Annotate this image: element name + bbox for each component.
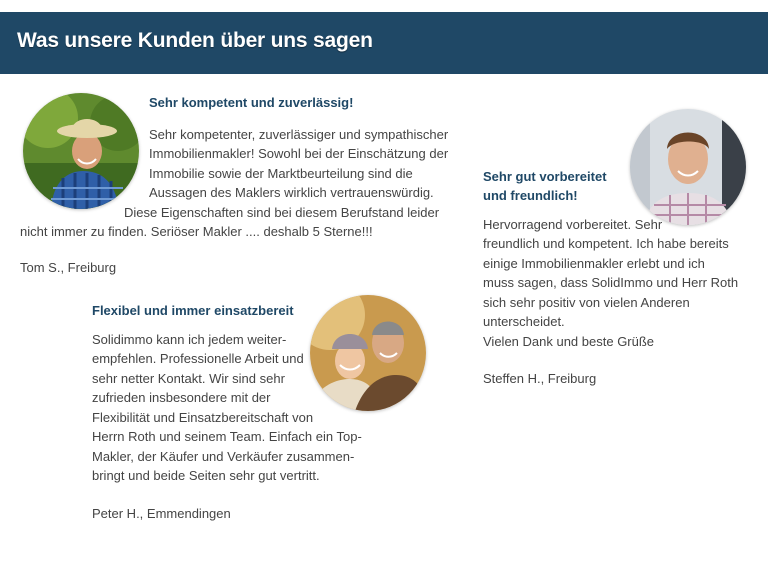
testimonial-1-author: Tom S., Freiburg	[20, 260, 117, 275]
testimonial-1-line: Aussagen des Maklers wirklich vertrauenswürdig.	[149, 185, 434, 200]
testimonial-2-line: zufrieden insbesondere mit der	[92, 390, 271, 405]
testimonial-3-line: freundlich und kompetent. Ich habe bereits	[483, 236, 729, 251]
testimonial-1-line: nicht immer zu finden. Seriöser Makler .... deshalb 5 Sterne!!!	[20, 224, 373, 239]
testimonial-3-headline: Sehr gut vorbereitet	[483, 169, 607, 184]
testimonial-3-line: Vielen Dank und beste Grüße	[483, 334, 655, 349]
testimonial-2-line: empfehlen. Professionelle Arbeit und	[92, 351, 304, 366]
testimonial-3-headline: und freundlich!	[483, 188, 578, 203]
testimonial-3-line: einige Immobilienmakler erlebt und ich	[483, 256, 705, 271]
testimonial-2-line: Solidimmo kann ich jedem weiter-	[92, 332, 287, 347]
testimonial-1-headline: Sehr kompetent und zuverlässig!	[149, 95, 354, 110]
page-header	[0, 12, 768, 74]
testimonial-1-line: Immobilienmakler! Sowohl bei der Einschätzung der	[149, 146, 449, 161]
testimonial-2-headline: Flexibel und immer einsatzbereit	[92, 303, 294, 318]
testimonial-1-line: Sehr kompetenter, zuverlässiger und sympathischer	[149, 127, 449, 142]
testimonial-2-line: Flexibilität und Einsatzbereitschaft von	[92, 410, 314, 425]
testimonial-2-line: Herrn Roth und seinem Team. Einfach ein Top-	[92, 429, 362, 444]
customer-photo-man	[630, 109, 746, 225]
testimonial-2-author: Peter H., Emmendingen	[92, 506, 231, 521]
testimonial-1-line: Diese Eigenschaften sind bei diesem Berufstand leider	[124, 205, 440, 220]
customer-photo-couple	[310, 295, 426, 411]
testimonial-1-line: Immobilie sowie der Marktbeurteilung sind die	[149, 166, 413, 181]
page-title: Was unsere Kunden über uns sagen	[17, 29, 373, 52]
testimonial-3-line: unterscheidet.	[483, 314, 565, 329]
testimonial-2-line: sehr netter Kontakt. Wir sind sehr	[92, 371, 285, 386]
testimonial-3-line: sich sehr positiv von vielen Anderen	[483, 295, 690, 310]
testimonial-3-author: Steffen H., Freiburg	[483, 371, 597, 386]
testimonial-3-line: Hervorragend vorbereitet. Sehr	[483, 217, 663, 232]
testimonial-2-line: bringt und beide Seiten sehr gut vertritt.	[92, 468, 320, 483]
testimonial-2-line: Makler, der Käufer und Verkäufer zusammen-	[92, 449, 355, 464]
customer-photo-farmer	[23, 93, 139, 209]
testimonial-3-line: muss sagen, dass SolidImmo und Herr Roth	[483, 275, 739, 290]
